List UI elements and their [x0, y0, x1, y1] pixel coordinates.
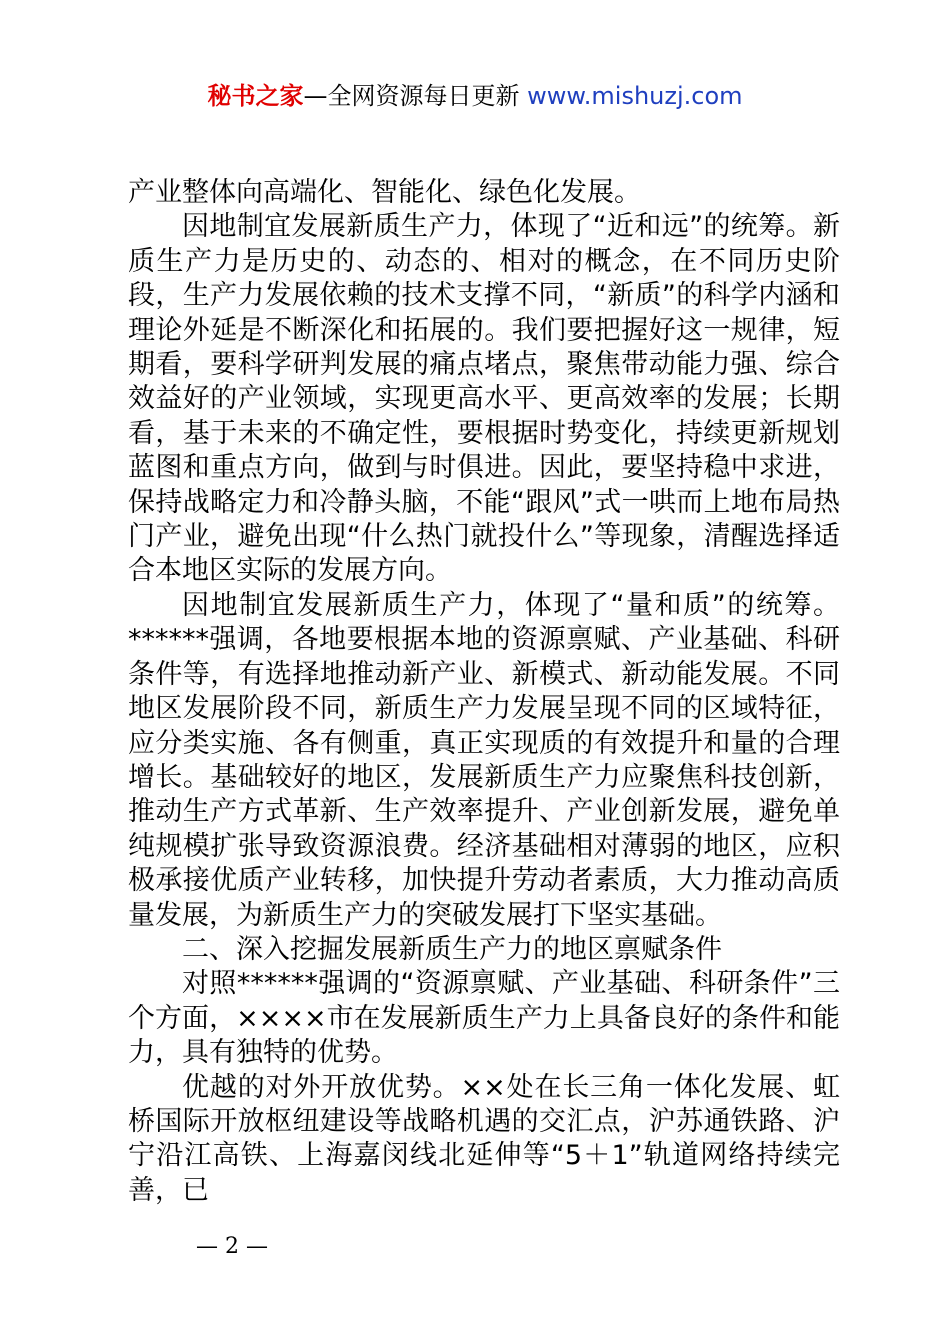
paragraph-three-aspects: 对照******强调的“资源禀赋、产业基础、科研条件”三个方面，××××市在发展新质生产力上具备良好的条件和能力，具有独特的优势。	[128, 968, 840, 1069]
paragraph-quantity-and-quality: 因地制宜发展新质生产力，体现了“量和质”的统筹。******强调，各地要根据本地的资源禀赋、产业基础、科研条件等，有选择地推动新产业、新模式、新动能发展。不同地区发展阶段不同，新质生产力发展呈现不同的区域特征，应分类实施、各有侧重，真正实现质的有效提升和量的合理增长。基础较好的地区，发展新质生产力应聚焦科技创新，推动生产方式革新、生产效率提升、产业创新发展，避免单纯规模扩张导致资源浪费。经济基础相对薄弱的地区，应积极承接优质产业转移，加快提升劳动者素质，大力推动高质量发展，为新质生产力的突破发展打下坚实基础。	[128, 589, 840, 931]
paragraph-near-and-far: 因地制宜发展新质生产力，体现了“近和远”的统筹。新质生产力是历史的、动态的、相对的概念，在不同历史阶段，生产力发展依赖的技术支撑不同，“新质”的科学内涵和理论外延是不断深化和拓展的。我们要把握好这一规律，短期看，要科学研判发展的痛点堵点，聚焦带动能力强、综合效益好的产业领域，实现更高水平、更高效率的发展；长期看，基于未来的不确定性，要根据时势变化，持续更新规划蓝图和重点方向，做到与时俱进。因此，要坚持稳中求进，保持战略定力和冷静头脑，不能“跟风”式一哄而上地布局热门产业，避免出现“什么热门就投什么”等现象，清醒选择适合本地区实际的发展方向。	[128, 211, 840, 587]
site-brand: 秘书之家	[207, 82, 304, 110]
paragraph-continuation: 产业整体向高端化、智能化、绿色化发展。	[128, 177, 641, 208]
document-body	[128, 176, 840, 1208]
site-url[interactable]: www.mishuzj.com	[527, 82, 743, 110]
page-number: — 2 —	[196, 1234, 268, 1259]
section-heading: 二、深入挖掘发展新质生产力的地区禀赋条件	[182, 933, 722, 965]
site-header	[0, 80, 950, 112]
paragraph-opening-advantage: 优越的对外开放优势。××处在长三角一体化发展、虹桥国际开放枢纽建设等战略机遇的交汇点，沪苏通铁路、沪宁沿江高铁、上海嘉闵线北延伸等“5＋1”轨道网络持续完善，已	[128, 1071, 840, 1206]
site-slogan: —全网资源每日更新	[303, 82, 528, 110]
